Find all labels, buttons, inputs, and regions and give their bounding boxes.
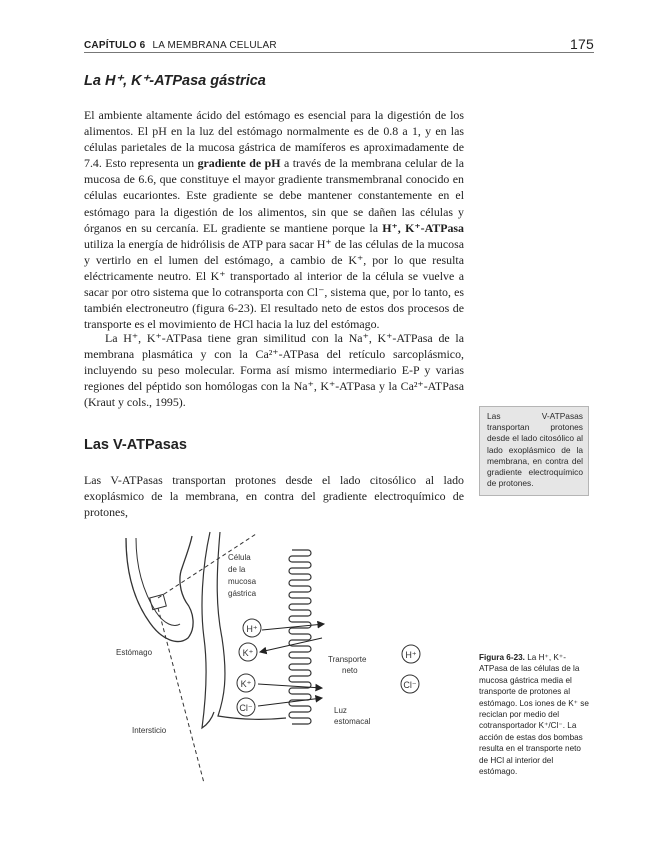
label-cell-line3: mucosa bbox=[228, 577, 257, 586]
label-cell-line1: Célula bbox=[228, 553, 251, 562]
chapter-title: LA MEMBRANA CELULAR bbox=[152, 40, 277, 51]
text-run: utiliza la energía de hidrólisis de ATP para sacar H⁺ de las células de la mucosa y vertirlo en el lumen del estómago, a cambio de K⁺, por lo que resulta eléctricamente neutro. El K⁺ transportado al interior de la célula se vuelve a sacar por otro sistema que lo cotransporta con Cl⁻, sistema que, por lo tanto, es también electroneutro (figura 6-23). El resultado neto de estos dos procesos de transporte es el movimiento de HCl hacia la luz del estómago. bbox=[84, 236, 464, 332]
label-cell-line2: de la bbox=[228, 565, 246, 574]
figure-6-23 bbox=[96, 528, 476, 788]
text-run: El ambiente altamente ácido del estómago es esencial para la digestión de los alimentos. El pH en la luz del estómago normalmente es de 0.8 a 1, y en las células parietales de la mucosa gástrica de mamíferos es aproximadamente de 7.4. Esto representa un bbox=[84, 108, 464, 171]
caption-label: Figura 6-23. bbox=[479, 653, 525, 662]
stomach-detail-box bbox=[150, 594, 167, 609]
bold-term-hk-atpase: H⁺, K⁺-ATPasa bbox=[382, 220, 464, 235]
zoom-line-bottom bbox=[158, 608, 204, 783]
label-stomach: Estómago bbox=[116, 648, 153, 657]
paragraph-gastric-ph bbox=[84, 107, 464, 332]
arrow-k-out bbox=[258, 684, 322, 688]
ion-h-lumen bbox=[402, 645, 420, 663]
ion-cl-cell bbox=[237, 698, 255, 716]
text-run: a través de la membrana celular de la mucosa de 6.6, que constituye el mayor gradiente transmembranal conocido en células eucariontes. Este gradiente se debe mantener constantemente en el estómago para la digestión de los alimentos, sin que se dañen las células y órganos en su cercanía. EL gradiente se mantiene porque la bbox=[84, 156, 464, 235]
label-interstitium: Intersticio bbox=[132, 726, 167, 735]
chapter-label: CAPÍTULO 6 bbox=[84, 40, 146, 51]
paragraph-v-atpases: Las V-ATPasas transportan protones desde el lado citosólico al lado exoplásmico de la membrana, en contra del gradiente electroquímico de protones, bbox=[84, 473, 464, 520]
apical-membrane-outer bbox=[289, 550, 311, 724]
label-net-transport-line1: Transporte bbox=[328, 655, 367, 664]
ion-k-label: K⁺ bbox=[242, 648, 254, 658]
ion-k-cell-bottom bbox=[237, 674, 255, 692]
ion-h-cell bbox=[243, 619, 261, 637]
margin-note: Las V-ATPasas transportan protones desde el lado citosólico al lado exoplásmico de la membrana, en contra del gradiente electroquímico de protones. bbox=[479, 406, 589, 496]
label-cell-line4: gástrica bbox=[228, 589, 257, 598]
basolateral-membrane bbox=[202, 532, 214, 728]
ion-k-label: K⁺ bbox=[240, 679, 252, 689]
header-rule bbox=[84, 52, 594, 53]
ion-cl-label: Cl⁻ bbox=[239, 703, 253, 713]
arrow-h-out bbox=[262, 624, 324, 630]
ion-h-label: H⁺ bbox=[405, 650, 417, 660]
running-head bbox=[84, 40, 277, 51]
label-lumen-line1: Luz bbox=[334, 706, 347, 715]
section-title-hk-atpase: La H⁺, K⁺-ATPasa gástrica bbox=[84, 73, 266, 89]
section-title-v-atpases: Las V-ATPasas bbox=[84, 437, 187, 453]
figure-caption bbox=[479, 652, 591, 777]
bold-term-ph-gradient: gradiente de pH bbox=[197, 156, 281, 171]
label-net-transport-line2: neto bbox=[342, 666, 358, 675]
label-lumen-line2: estomacal bbox=[334, 717, 371, 726]
ion-cl-label: Cl⁻ bbox=[403, 680, 417, 690]
caption-text: La H⁺, K⁺-ATPasa de las células de la mucosa gástrica media el transporte de protones al estómago. Los iones de K⁺ se reciclan por medio del cotransportador K⁺/Cl⁻. La acción de estas dos bombas resulta en el transporte neto de HCl al interior del estómago. bbox=[479, 653, 589, 777]
ion-h-label: H⁺ bbox=[246, 624, 258, 634]
ion-cl-lumen bbox=[401, 675, 419, 693]
ion-k-cell-top bbox=[239, 643, 257, 661]
page-number: 175 bbox=[570, 36, 594, 52]
paragraph-similarity: La H⁺, K⁺-ATPasa tiene gran similitud con la Na⁺, K⁺-ATPasa de la membrana plasmática y con la Ca²⁺-ATPasa del retículo sarcoplásmico, incluyendo su peso molecular. Forma así mismo intermediario E-P y varias regiones del péptido son homólogas con la Na⁺, K⁺-ATPasa y la Ca²⁺-ATPasa (Kraut y cols., 1995). bbox=[84, 331, 464, 410]
